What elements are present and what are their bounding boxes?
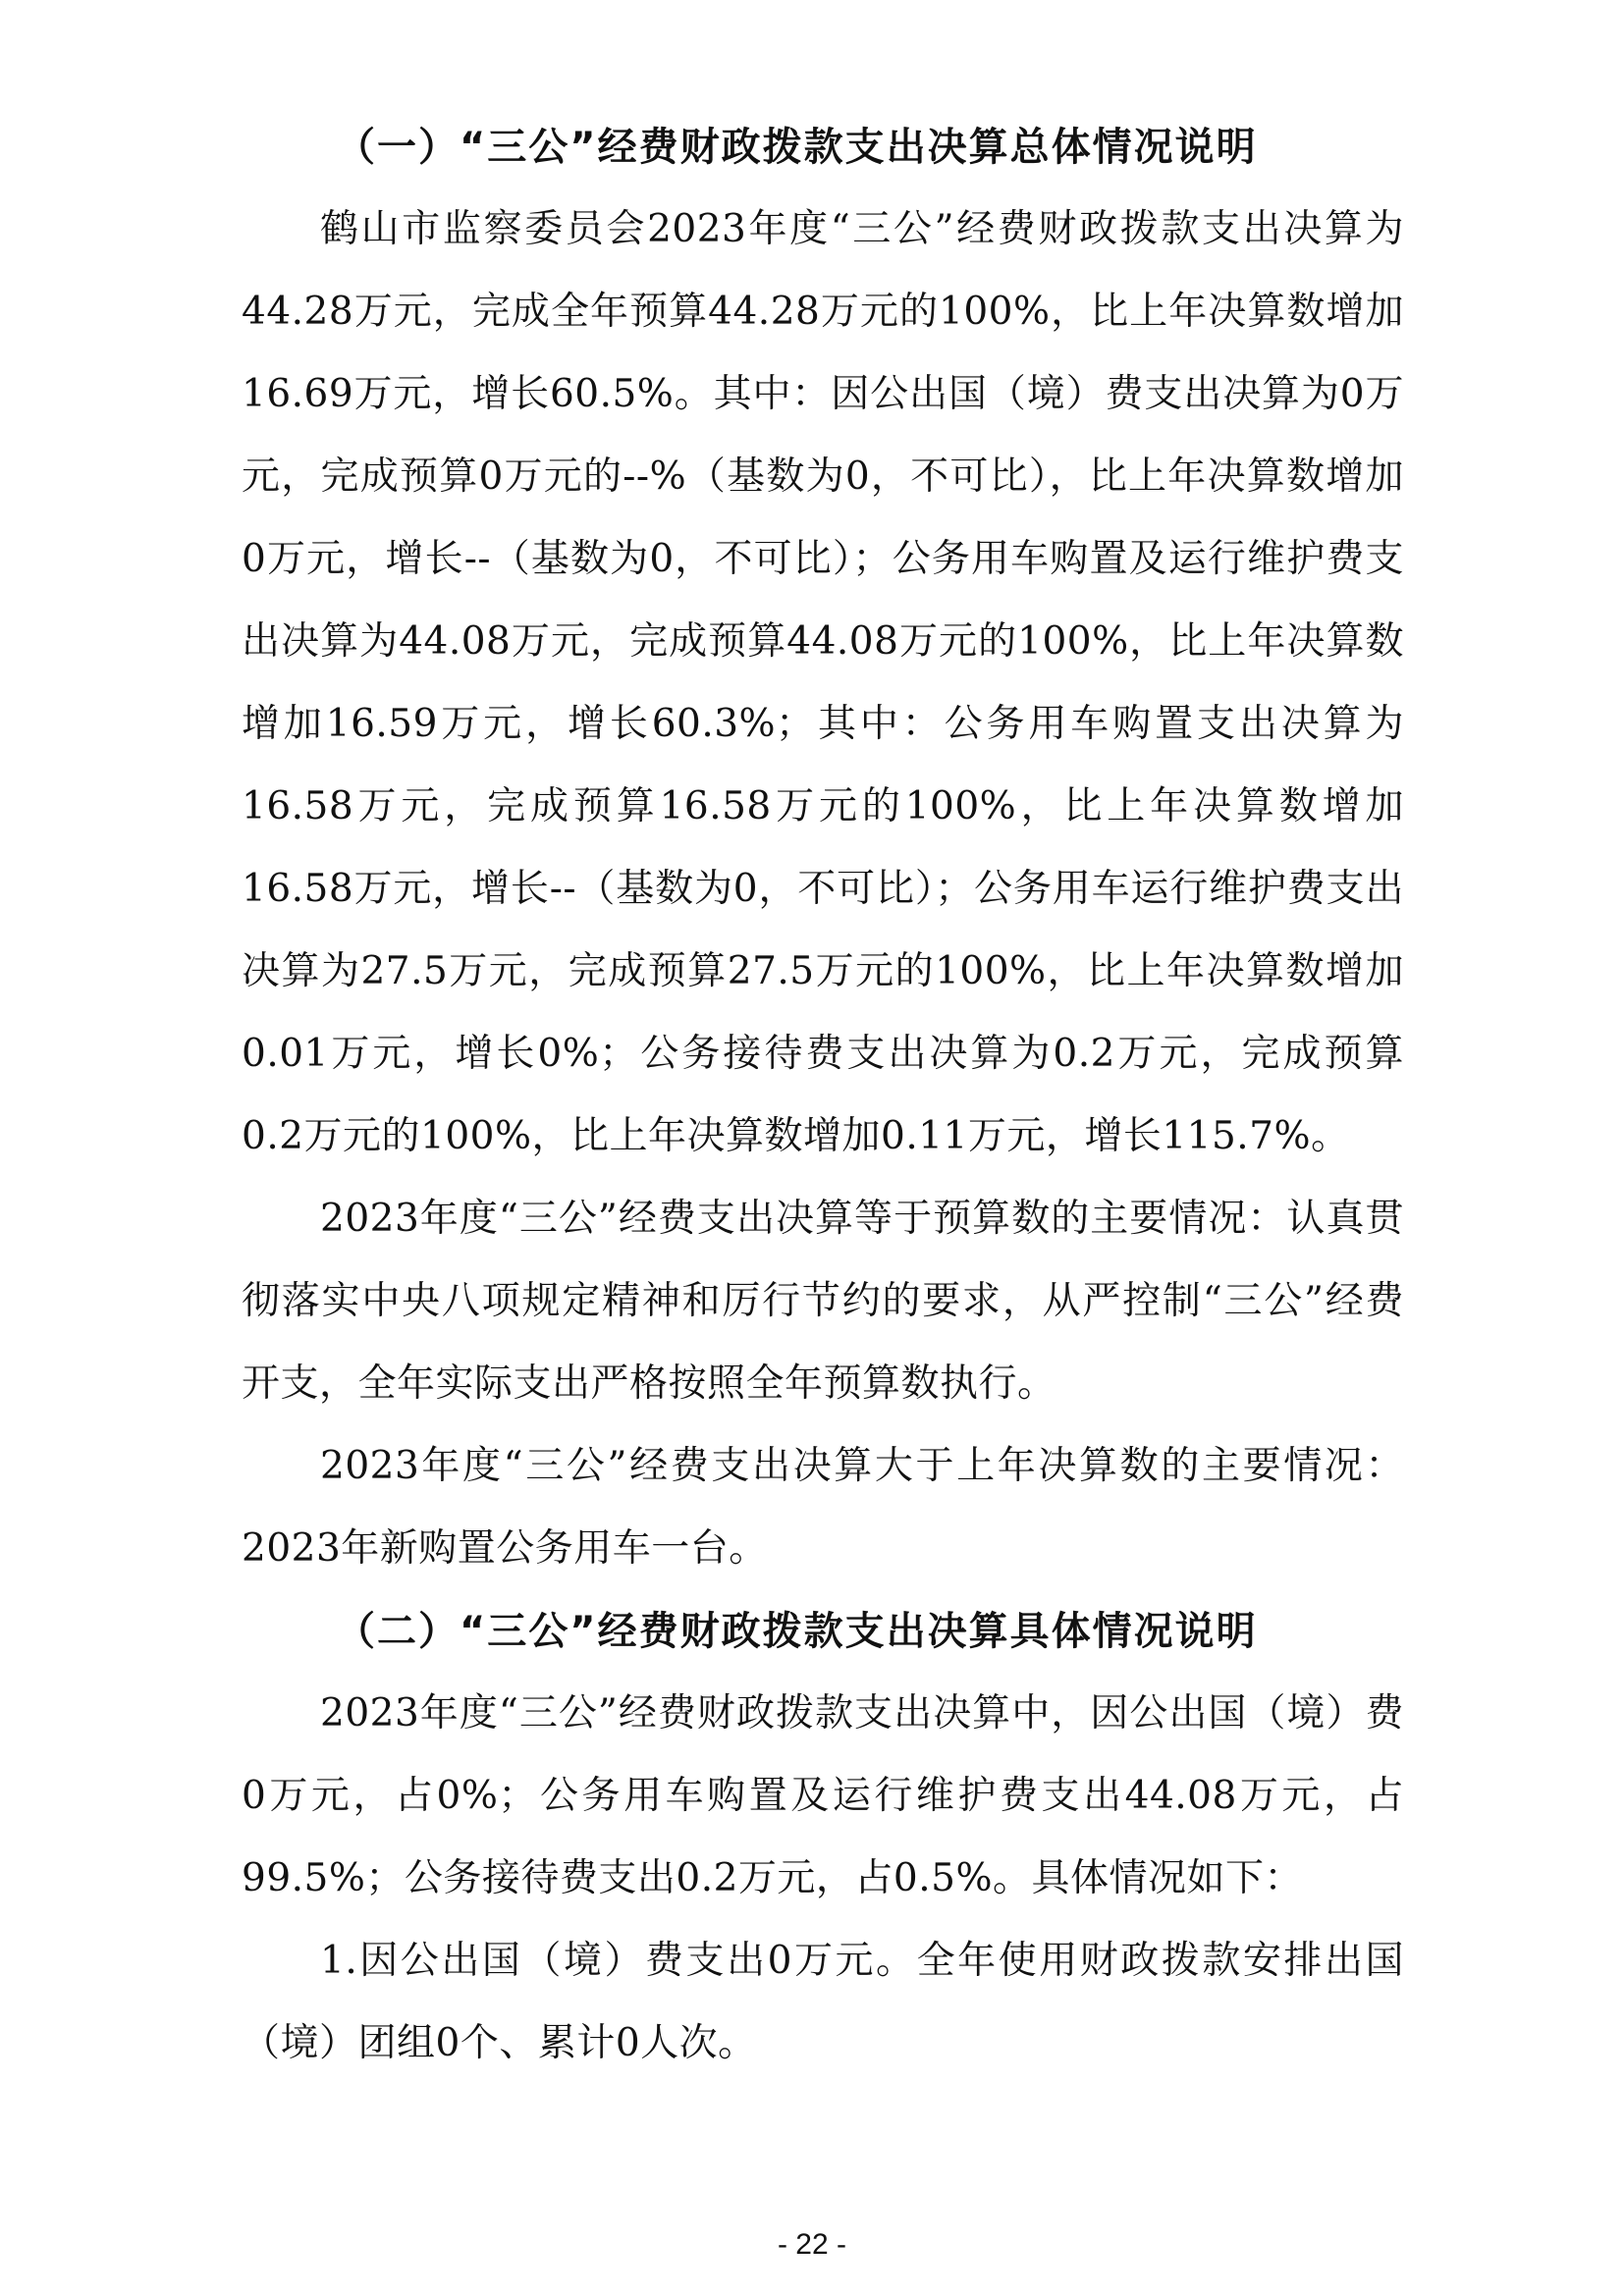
document-page (242, 106, 1404, 2085)
section1-heading: （一）“三公”经费财政拨款支出决算总体情况说明 (336, 125, 1258, 170)
page-number: - 22 - (777, 2228, 847, 2261)
section1-paragraph-budget-reason: 2023年度“三公”经费支出决算等于预算数的主要情况：认真贯彻落实中央八项规定精神和厉行节约的要求，从严控制“三公”经费开支，全年实际支出严格按照全年预算数执行。 (242, 1197, 1404, 1406)
section1-paragraph-summary: 鹤山市监察委员会2023年度“三公”经费财政拨款支出决算为44.28万元，完成全年预算44.28万元的100%，比上年决算数增加16.69万元，增长60.5%。其中：因公出国（境）费支出决算为0万元，完成预算0万元的--%（基数为0，不可比），比上年决算数增加0万元，增长--（基数为0，不可比）；公务用车购置及运行维护费支出决算为44.08万元，完成预算44.08万元的100%，比上年决算数增加16.59万元，增长60.3%；其中：公务用车购置支出决算为16.58万元，完成预算16.58万元的100%，比上年决算数增加16.58万元，增长--（基数为0，不可比）；公务用车运行维护费支出决算为27.5万元，完成预算27.5万元的100%，比上年决算数增加0.01万元，增长0%；公务接待费支出决算为0.2万元，完成预算0.2万元的100%，比上年决算数增加0.11万元，增长115.7%。 (242, 207, 1404, 1158)
section1-paragraph-increase-reason: 2023年度“三公”经费支出决算大于上年决算数的主要情况：2023年新购置公务用车一台。 (242, 1444, 1404, 1571)
section2-paragraph-overseas: 1.因公出国（境）费支出0万元。全年使用财政拨款安排出国（境）团组0个、累计0人次。 (242, 1939, 1404, 2065)
section2-heading: （二）“三公”经费财政拨款支出决算具体情况说明 (336, 1609, 1258, 1654)
section2-paragraph-breakdown: 2023年度“三公”经费财政拨款支出决算中，因公出国（境）费0万元，占0%；公务用车购置及运行维护费支出44.08万元，占99.5%；公务接待费支出0.2万元，占0.5%。具体情况如下： (242, 1691, 1404, 1900)
